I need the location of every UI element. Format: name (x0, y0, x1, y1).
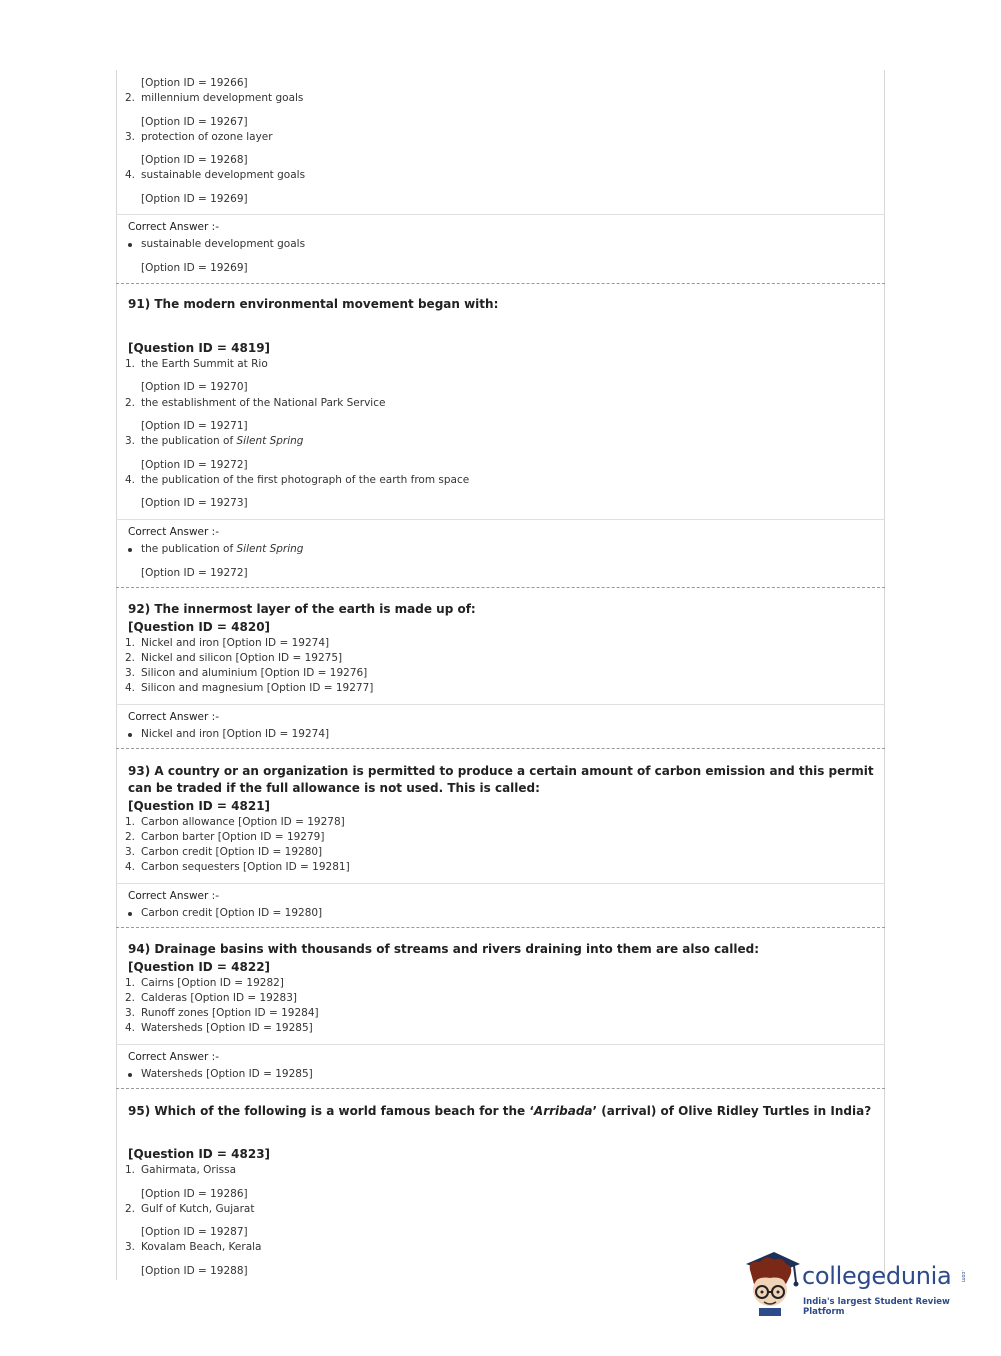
option-number: 3. (125, 667, 136, 679)
question-id: [Question ID = 4822] (128, 960, 271, 974)
option-number: 2. (125, 1203, 136, 1215)
option-number: 3. (125, 1241, 136, 1253)
bullet-icon (128, 548, 132, 552)
correct-answer-text: Nickel and iron [Option ID = 19274] (141, 728, 330, 740)
option-id: [Option ID = 19286] (141, 1188, 248, 1200)
question-separator (116, 587, 885, 588)
option-id: [Option ID = 19287] (141, 1226, 248, 1238)
question-id: [Question ID = 4820] (128, 620, 271, 634)
bullet-icon (128, 1073, 132, 1077)
collegedunia-logo[interactable] (742, 1248, 972, 1318)
divider (116, 519, 885, 520)
option-number: 4. (125, 169, 136, 181)
question-title-term: Arribada (533, 1104, 593, 1118)
correct-answer-plain: the publication of (141, 543, 237, 555)
logo-domain: .com (960, 1270, 966, 1283)
question-id: [Question ID = 4823] (128, 1147, 271, 1161)
option-text: millennium development goals (141, 92, 304, 104)
option-text: Carbon barter [Option ID = 19279] (141, 831, 325, 843)
option-id: [Option ID = 19266] (141, 77, 248, 89)
correct-answer-label: Correct Answer :- (128, 711, 219, 723)
option-text: Gulf of Kutch, Gujarat (141, 1203, 255, 1215)
option-text (141, 435, 303, 447)
question-title-end: ’ (arrival) of Olive Ridley Turtles in India? (592, 1104, 872, 1118)
option-number: 3. (125, 435, 136, 447)
option-number: 1. (125, 816, 136, 828)
bullet-icon (128, 243, 132, 247)
question-separator (116, 927, 885, 928)
question-title: 91) The modern environmental movement began with: (128, 297, 499, 311)
option-number: 4. (125, 474, 136, 486)
option-number: 1. (125, 977, 136, 989)
option-text-plain: the publication of (141, 435, 237, 447)
option-text: Silicon and aluminium [Option ID = 19276] (141, 667, 368, 679)
divider (116, 214, 885, 215)
option-id: [Option ID = 19267] (141, 116, 248, 128)
option-text: Carbon sequesters [Option ID = 19281] (141, 861, 350, 873)
option-text: Calderas [Option ID = 19283] (141, 992, 297, 1004)
correct-answer-label: Correct Answer :- (128, 1051, 219, 1063)
option-number: 4. (125, 861, 136, 873)
option-text: the establishment of the National Park Service (141, 397, 386, 409)
divider (116, 1044, 885, 1045)
question-id: [Question ID = 4819] (128, 341, 271, 355)
option-number: 3. (125, 1007, 136, 1019)
option-number: 2. (125, 992, 136, 1004)
option-text: Nickel and silicon [Option ID = 19275] (141, 652, 343, 664)
option-text: Carbon allowance [Option ID = 19278] (141, 816, 345, 828)
option-text: Watersheds [Option ID = 19285] (141, 1022, 313, 1034)
correct-answer-label: Correct Answer :- (128, 221, 219, 233)
option-id: [Option ID = 19270] (141, 381, 248, 393)
option-id: [Option ID = 19272] (141, 459, 248, 471)
option-text: the publication of the first photograph of the earth from space (141, 474, 470, 486)
question-id: [Question ID = 4821] (128, 799, 271, 813)
question-separator (116, 283, 885, 284)
correct-answer-option-id: [Option ID = 19272] (141, 567, 248, 579)
bullet-icon (128, 733, 132, 737)
option-number: 3. (125, 846, 136, 858)
logo-tagline: India's largest Student Review Platform (803, 1297, 950, 1317)
question-title-start: 95) Which of the following is a world famous beach for the ‘ (128, 1104, 534, 1118)
question-title: 94) Drainage basins with thousands of streams and rivers draining into them are also called: (128, 942, 760, 956)
option-number: 2. (125, 92, 136, 104)
bullet-icon (128, 912, 132, 916)
option-number: 1. (125, 358, 136, 370)
option-number: 3. (125, 131, 136, 143)
option-id: [Option ID = 19288] (141, 1265, 248, 1277)
question-title: 92) The innermost layer of the earth is made up of: (128, 602, 476, 616)
book-title: Silent Spring (236, 543, 304, 555)
book-title: Silent Spring (236, 435, 304, 447)
option-text: protection of ozone layer (141, 131, 273, 143)
option-text: the Earth Summit at Rio (141, 358, 268, 370)
correct-answer-text: Carbon credit [Option ID = 19280] (141, 907, 323, 919)
option-text: Cairns [Option ID = 19282] (141, 977, 284, 989)
option-text: Runoff zones [Option ID = 19284] (141, 1007, 319, 1019)
correct-answer-label: Correct Answer :- (128, 526, 219, 538)
option-number: 1. (125, 637, 136, 649)
option-number: 2. (125, 652, 136, 664)
option-number: 2. (125, 831, 136, 843)
correct-answer-text (141, 543, 303, 555)
option-number: 4. (125, 682, 136, 694)
option-id: [Option ID = 19273] (141, 497, 248, 509)
option-text: Nickel and iron [Option ID = 19274] (141, 637, 330, 649)
question-separator (116, 1088, 885, 1089)
option-id: [Option ID = 19268] (141, 154, 248, 166)
option-text: Kovalam Beach, Kerala (141, 1241, 262, 1253)
correct-answer-text: Watersheds [Option ID = 19285] (141, 1068, 313, 1080)
option-number: 2. (125, 397, 136, 409)
option-text: Carbon credit [Option ID = 19280] (141, 846, 323, 858)
option-text: Gahirmata, Orissa (141, 1164, 237, 1176)
correct-answer-text: sustainable development goals (141, 238, 306, 250)
question-title: 93) A country or an organization is permitted to produce a certain amount of carbon emission and this permit can be traded if the full allowance is not used. This is called: (128, 764, 874, 795)
option-number: 4. (125, 1022, 136, 1034)
option-text: Silicon and magnesium [Option ID = 19277] (141, 682, 374, 694)
divider (116, 704, 885, 705)
option-number: 1. (125, 1164, 136, 1176)
correct-answer-option-id: [Option ID = 19269] (141, 262, 248, 274)
option-id: [Option ID = 19269] (141, 193, 248, 205)
logo-wordmark: collegedunia (802, 1262, 952, 1290)
question-title (128, 1104, 871, 1118)
option-text: sustainable development goals (141, 169, 306, 181)
question-separator (116, 748, 885, 749)
divider (116, 883, 885, 884)
option-id: [Option ID = 19271] (141, 420, 248, 432)
correct-answer-label: Correct Answer :- (128, 890, 219, 902)
student-mascot-icon (742, 1248, 804, 1318)
